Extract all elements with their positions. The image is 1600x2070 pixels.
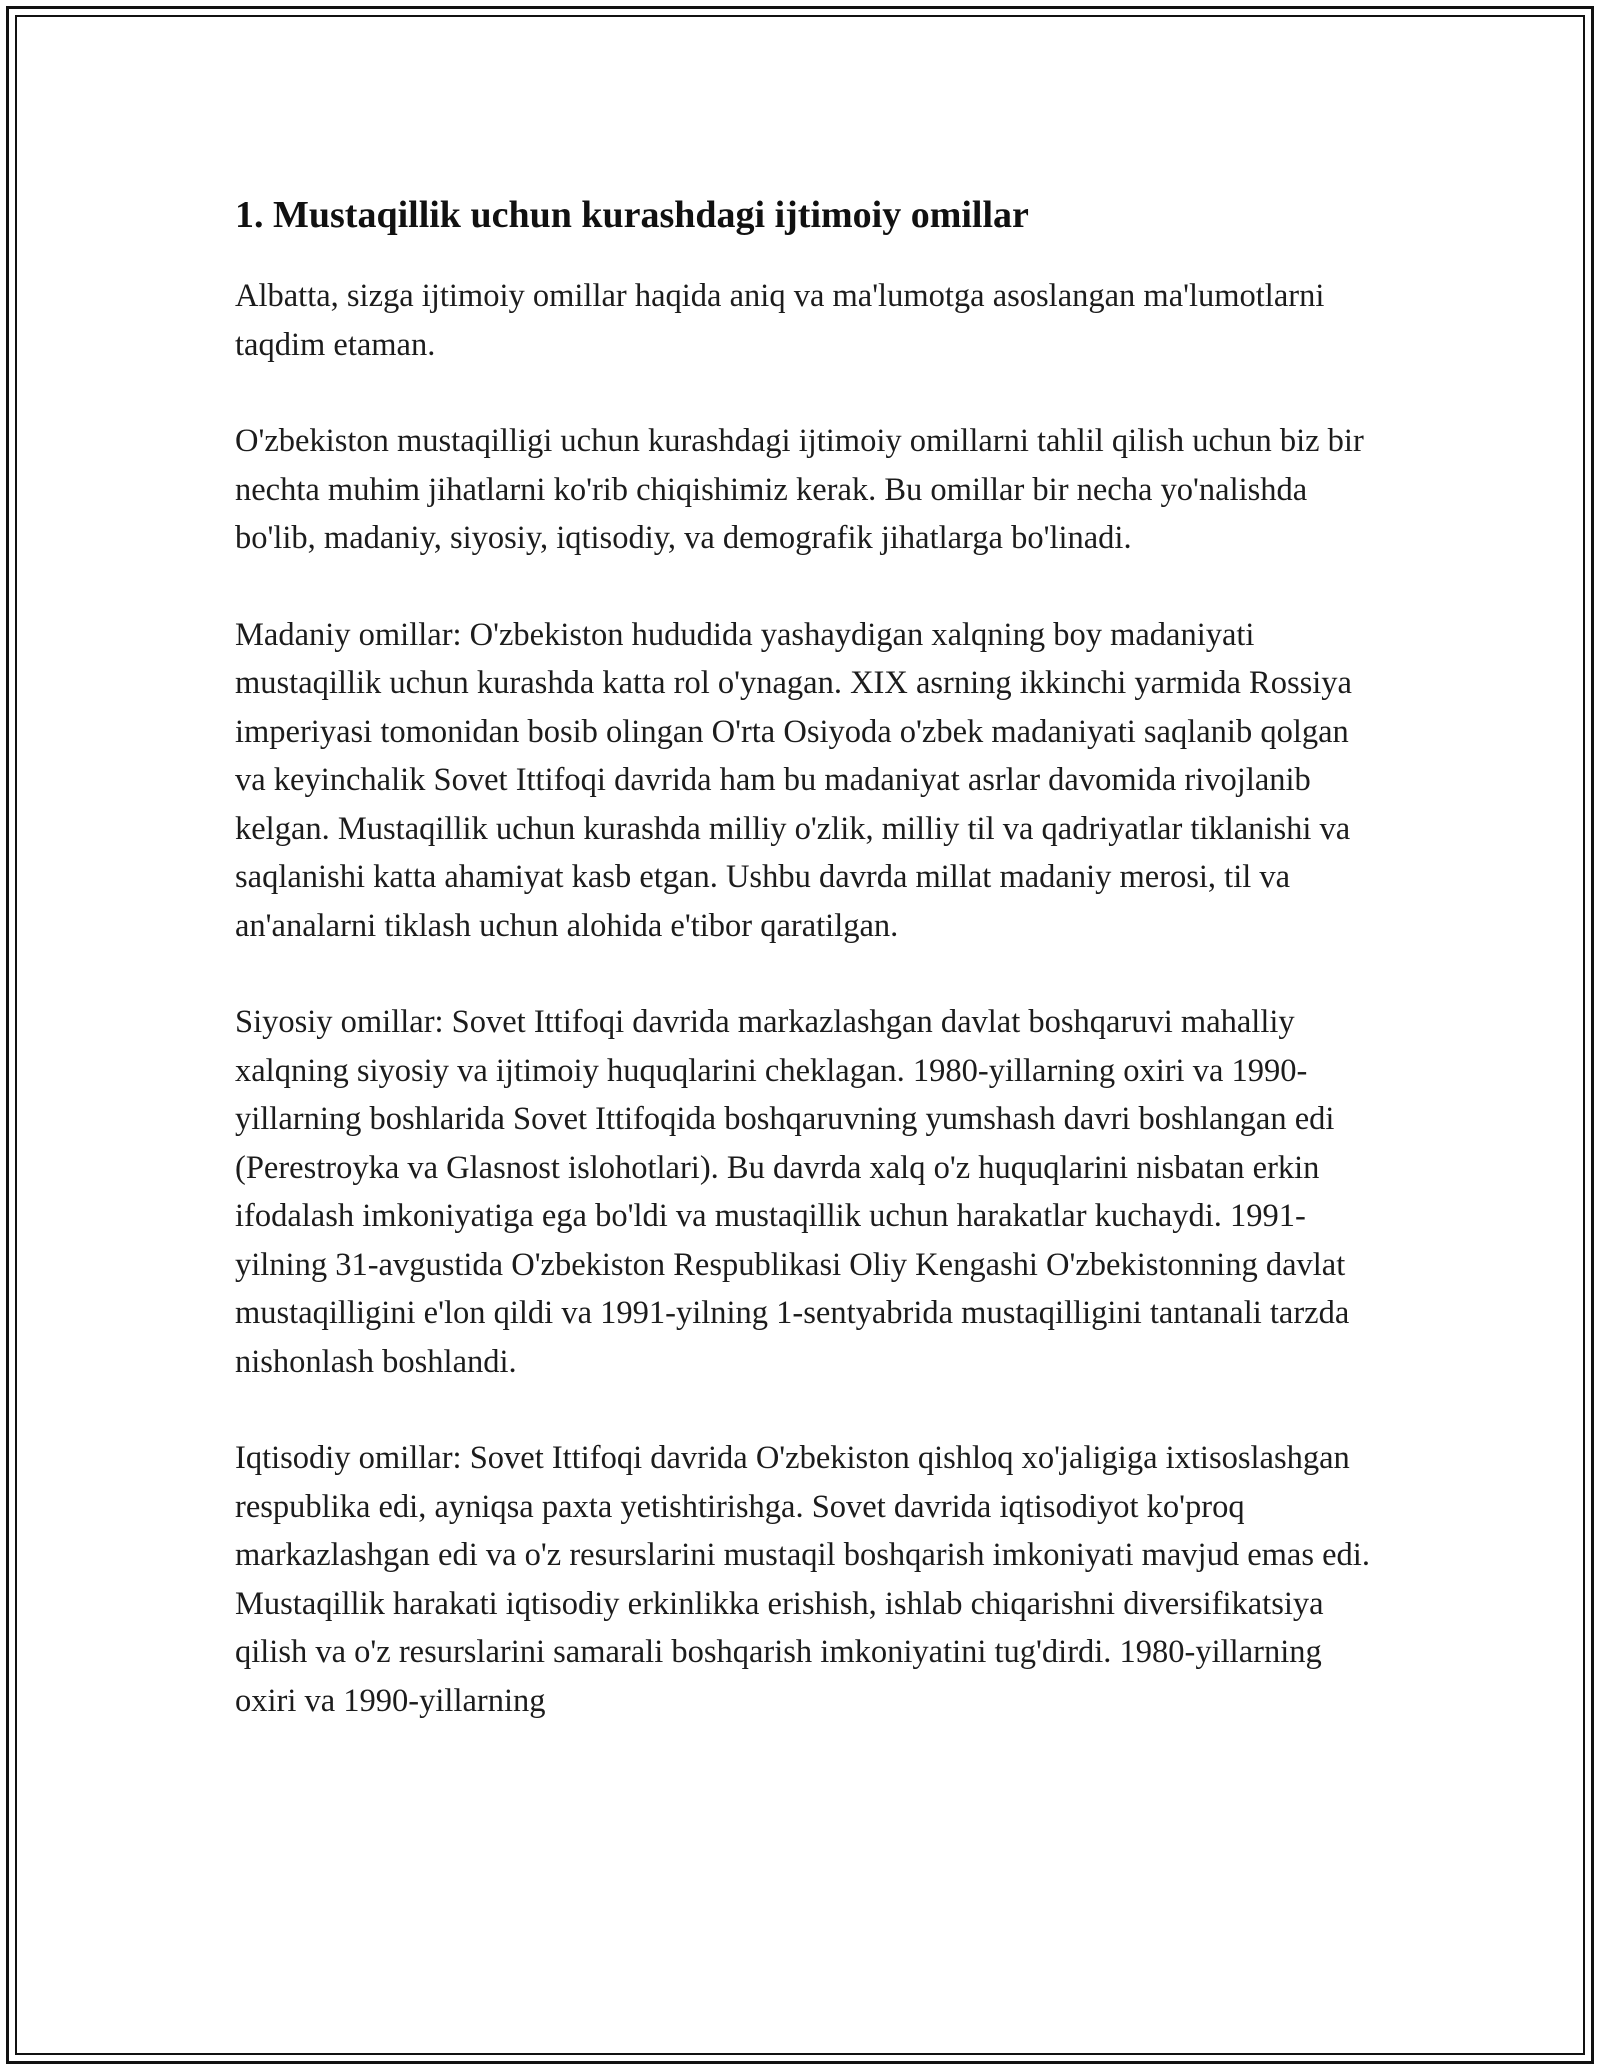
section-heading: 1. Mustaqillik uchun kurashdagi ijtimoiy omillar (235, 194, 1029, 236)
paragraph-cultural-factors: Madaniy omillar: O'zbekiston hududida yashaydigan xalqning boy madaniyati mustaqillik uchun kurashda katta rol o'ynagan. XIX asrning ikkinchi yarmida Rossiya imperiyasi tomonidan bosib olingan O'rta Osiyoda o'zbek madaniyati saqlanib qolgan va keyinchalik Sovet Ittifoqi davrida ham bu madaniyat asrlar davomida rivojlanib kelgan. Mustaqillik uchun kurashda milliy o'zlik, milliy til va qadriyatlar tiklanishi va saqlanishi katta ahamiyat kasb etgan. Ushbu davrda millat madaniy merosi, til va an'analarni tiklash uchun alohida e'tibor qaratilgan. (235, 616, 1352, 944)
paragraph-intro: Albatta, sizga ijtimoiy omillar haqida aniq va ma'lumotga asoslangan ma'lumotlarni taqdim etaman. (235, 278, 1325, 363)
paragraph-economic-factors: Iqtisodiy omillar: Sovet Ittifoqi davrida O'zbekiston qishloq xo'jaligiga ixtisoslashgan respublika edi, ayniqsa paxta yetishtirishga. Sovet davrida iqtisodiyot ko'proq markazlashgan edi va o'z resurslarini mustaqil boshqarish imkoniyati mavjud emas edi. Mustaqillik harakati iqtisodiy erkinlikka erishish, ishlab chiqarishni diversifikatsiya qilish va o'z resurslarini samarali boshqarish imkoniyatini tug'dirdi. 1980-yillarning oxiri va 1990-yillarning (235, 1440, 1370, 1719)
document-body (235, 184, 1375, 1773)
paragraph-overview: O'zbekiston mustaqilligi uchun kurashdagi ijtimoiy omillarni tahlil qilish uchun biz bir nechta muhim jihatlarni ko'rib chiqishimiz kerak. Bu omillar bir necha yo'nalishda bo'lib, madaniy, siyosiy, iqtisodiy, va demografik jihatlarga bo'linadi. (235, 423, 1364, 556)
paragraph-political-factors: Siyosiy omillar: Sovet Ittifoqi davrida markazlashgan davlat boshqaruvi mahalliy xalqning siyosiy va ijtimoiy huquqlarini cheklagan. 1980-yillarning oxiri va 1990-yillarning boshlarida Sovet Ittifoqida boshqaruvning yumshash davri boshlangan edi (Perestroyka va Glasnost islohotlari). Bu davrda xalq o'z huquqlarini nisbatan erkin ifodalash imkoniyatiga ega bo'ldi va mustaqillik uchun harakatlar kuchaydi. 1991-yilning 31-avgustida O'zbekiston Respublikasi Oliy Kengashi O'zbekistonning davlat mustaqilligini e'lon qildi va 1991-yilning 1-sentyabrida mustaqilligini tantanali tarzda nishonlash boshlandi. (235, 1004, 1350, 1380)
